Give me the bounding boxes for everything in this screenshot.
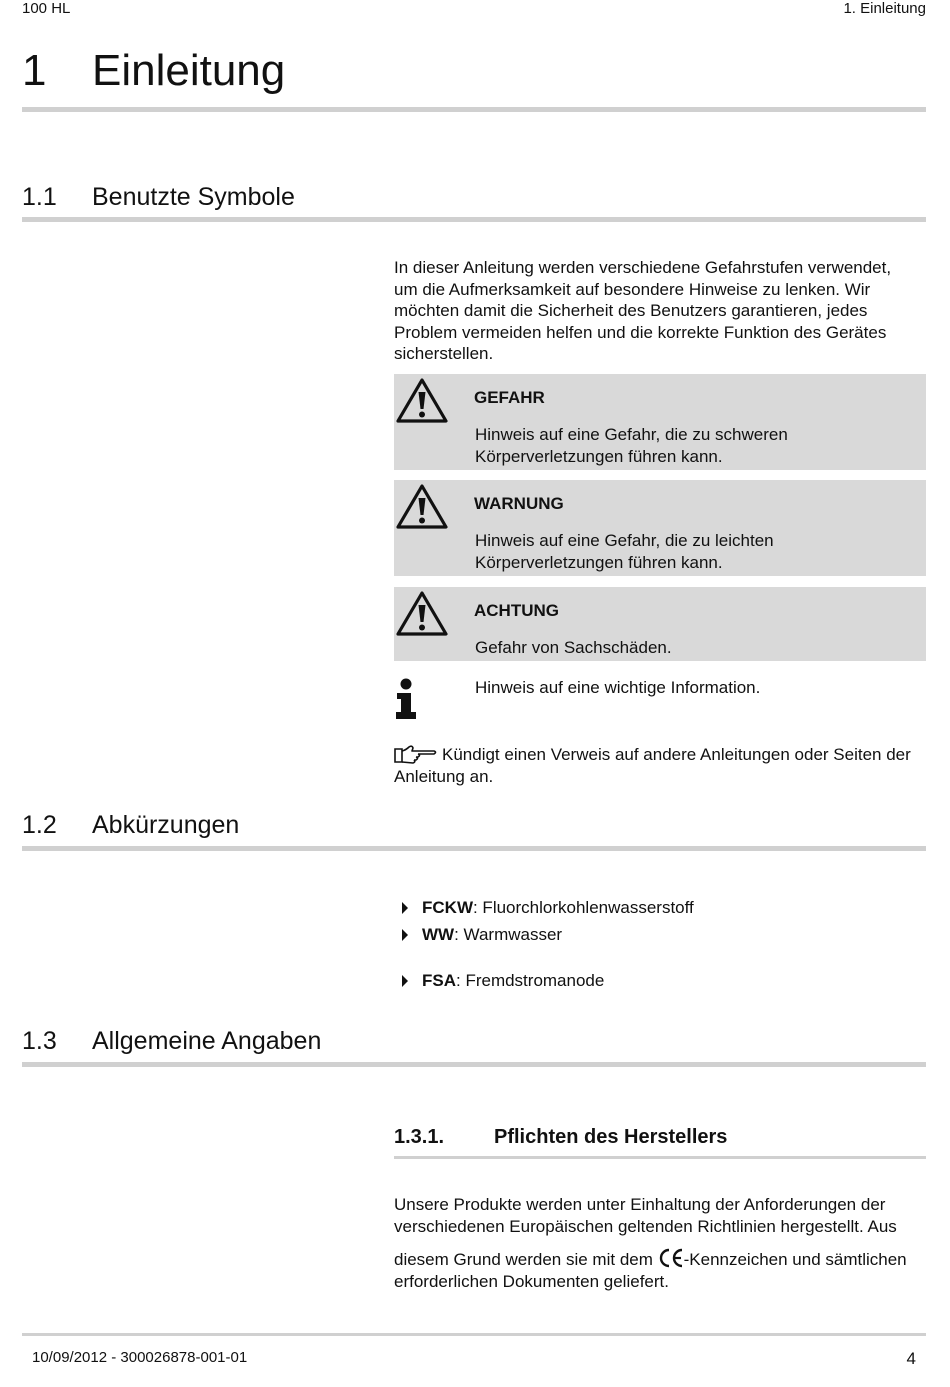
text-segment: diesem Grund werden sie mit dem <box>394 1250 658 1269</box>
text-line: Gefahr von Sachschäden. <box>475 638 672 657</box>
text-line: um die Aufmerksamkeit auf besondere Hinweise zu lenken. Wir <box>394 279 871 299</box>
header-chapter: 1. Einleitung <box>843 0 926 17</box>
divider <box>22 1062 926 1067</box>
chapter-number: 1 <box>22 46 47 95</box>
section-number: 1.1 <box>22 183 57 211</box>
list-item <box>398 898 694 918</box>
divider <box>22 846 926 851</box>
notice-achtung <box>394 587 926 661</box>
text-line: möchten damit die Sicherheit des Benutzers garantieren, jedes <box>394 301 868 320</box>
text-line <box>394 1248 934 1271</box>
text-line: Körperverletzungen führen kann. <box>475 552 723 572</box>
divider <box>22 217 926 222</box>
abbreviation-desc: : Fluorchlorkohlenwasserstoff <box>472 898 694 917</box>
info-text: Hinweis auf eine wichtige Information. <box>475 678 761 697</box>
page-number: 4 <box>906 1349 916 1368</box>
intro-paragraph <box>394 257 934 365</box>
section-title: Benutzte Symbole <box>92 183 295 211</box>
notice-title: ACHTUNG <box>474 601 559 620</box>
pointing-hand-icon <box>394 745 438 765</box>
ce-mark-icon <box>658 1248 684 1268</box>
text-segment: -Kennzeichen und sämtlichen <box>683 1250 907 1269</box>
chapter-title: Einleitung <box>92 46 286 95</box>
abbreviation: FSA <box>422 971 456 990</box>
list-item <box>398 971 604 991</box>
abbreviation-desc: : Fremdstromanode <box>456 971 605 990</box>
section-number: 1.3 <box>22 1027 57 1055</box>
text-line: Hinweis auf eine Gefahr, die zu schweren <box>475 425 788 444</box>
bullet-arrow-icon <box>402 975 408 987</box>
bullet-arrow-icon <box>402 929 408 941</box>
header-product: 100 HL <box>22 0 71 17</box>
text-line: Hinweis auf eine Gefahr, die zu leichten <box>475 531 774 550</box>
list-item <box>398 925 562 945</box>
text-line: Anleitung an. <box>394 766 494 786</box>
notice-text <box>475 637 672 659</box>
footer-divider <box>22 1333 926 1336</box>
abbreviation: FCKW <box>422 898 473 917</box>
manufacturer-paragraph <box>394 1194 934 1292</box>
notice-title: WARNUNG <box>474 494 564 513</box>
divider <box>394 1156 926 1159</box>
notice-gefahr <box>394 374 926 470</box>
warning-triangle-icon <box>396 484 448 530</box>
notice-text <box>475 424 788 467</box>
bullet-arrow-icon <box>402 902 408 914</box>
section-title: Allgemeine Angaben <box>92 1027 322 1055</box>
info-icon <box>394 678 420 720</box>
text-line: verschiedenen Europäischen geltenden Richtlinien hergestellt. Aus <box>394 1216 897 1236</box>
divider <box>22 107 926 112</box>
abbreviation: WW <box>422 925 455 944</box>
subsection-title: Pflichten des Herstellers <box>494 1126 728 1148</box>
text-line: Kündigt einen Verweis auf andere Anleitungen oder Seiten der <box>442 745 911 764</box>
text-line: In dieser Anleitung werden verschiedene Gefahrstufen verwendet, <box>394 258 892 277</box>
section-title: Abkürzungen <box>92 811 240 839</box>
notice-title: GEFAHR <box>474 388 545 407</box>
warning-triangle-icon <box>396 591 448 637</box>
reference-note <box>394 744 934 787</box>
text-line: Problem vermeiden helfen und die korrekte Funktion des Gerätes <box>394 322 887 342</box>
section-number: 1.2 <box>22 811 57 839</box>
subsection-number: 1.3.1. <box>394 1126 445 1148</box>
text-line: sicherstellen. <box>394 344 494 363</box>
warning-triangle-icon <box>396 378 448 424</box>
abbreviation-desc: : Warmwasser <box>454 925 563 944</box>
text-line: Körperverletzungen führen kann. <box>475 446 723 466</box>
text-line: erforderlichen Dokumenten geliefert. <box>394 1271 669 1291</box>
notice-text <box>475 530 774 573</box>
notice-warnung <box>394 480 926 576</box>
footer-document-id: 10/09/2012 - 300026878-001-01 <box>32 1349 248 1366</box>
text-line: Unsere Produkte werden unter Einhaltung der Anforderungen der <box>394 1195 886 1214</box>
